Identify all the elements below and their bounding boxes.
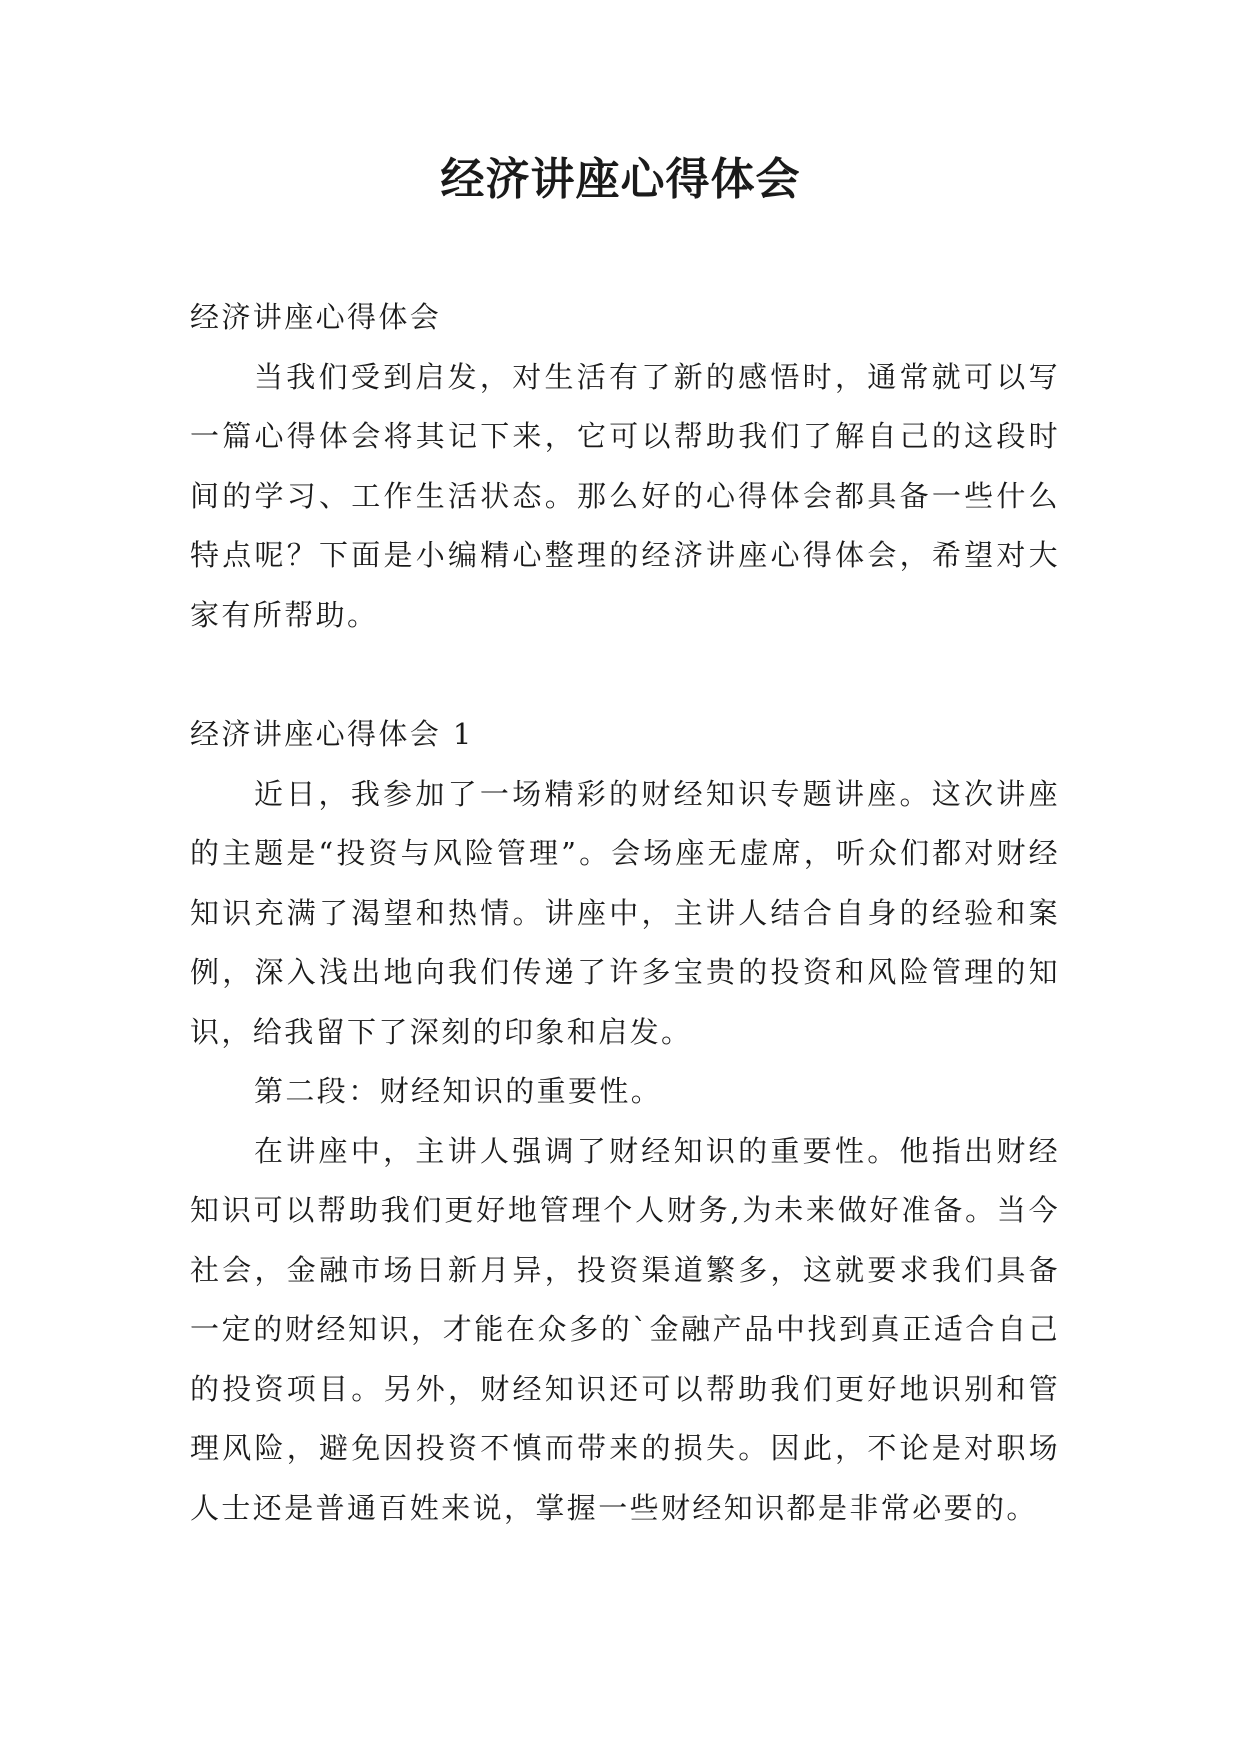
section-1-paragraph-2: 第二段：财经知识的重要性。 [254,1074,663,1108]
intro-heading: 经济讲座心得体会 [190,300,442,334]
section-1-heading: 经济讲座心得体会 1 [190,717,474,751]
section-1-paragraph-1: 近日，我参加了一场精彩的财经知识专题讲座。这次讲座的主题是“投资与风险管理”。会场座无虚席，听众们都对财经知识充满了渴望和热情。讲座中，主讲人结合自身的经验和案例，深入浅出地向我们传递了许多宝贵的投资和风险管理的知识，给我留下了深刻的印象和启发。 [190,776,1060,1049]
document-title: 经济讲座心得体会 [440,154,801,205]
document-body [190,288,1060,1538]
intro-paragraph: 当我们受到启发，对生活有了新的感悟时，通常就可以写一篇心得体会将其记下来，它可以帮助我们了解自己的这段时间的学习、工作生活状态。那么好的心得体会都具备一些什么特点呢？下面是小编精心整理的经济讲座心得体会，希望对大家有所帮助。 [190,359,1060,632]
section-1-paragraph-3: 在讲座中，主讲人强调了财经知识的重要性。他指出财经知识可以帮助我们更好地管理个人财务,为未来做好准备。当今社会，金融市场日新月异，投资渠道繁多，这就要求我们具备一定的财经知识，才能在众多的`金融产品中找到真正适合自己的投资项目。另外，财经知识还可以帮助我们更好地识别和管理风险，避免因投资不慎而带来的损失。因此，不论是对职场人士还是普通百姓来说，掌握一些财经知识都是非常必要的。 [190,1133,1060,1525]
section-spacer [190,645,1060,705]
